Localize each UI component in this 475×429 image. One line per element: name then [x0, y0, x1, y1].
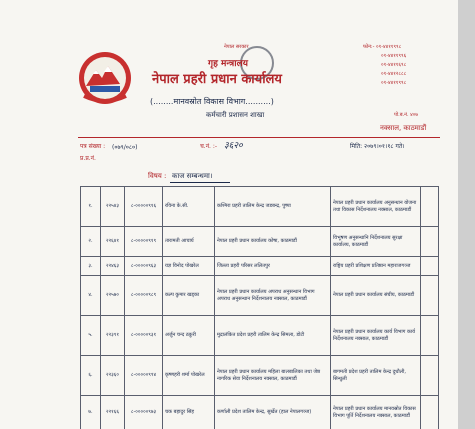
gov-small-text: नेपाल सरकार — [224, 44, 249, 50]
remarks-cell — [421, 316, 439, 356]
code-cell: ८-०००००९३१ — [125, 316, 163, 356]
from-office-cell: जिल्ला प्रहरी परिसर ललितपुर — [215, 257, 331, 276]
code-cell: ८-०००००९६३ — [125, 257, 163, 276]
name-cell: रविना के.सी. — [163, 187, 215, 227]
serial-cell: ५. — [81, 316, 101, 356]
serial-cell: ७. — [81, 396, 101, 429]
from-office-cell: नेपाल प्रहरी प्रधान कार्यालय महिला बालबालिका तथा जेष्ठ नागरिक सेवा निर्देशनालय नक्साल, काठमाडौं — [215, 356, 331, 396]
serial-cell: ४. — [81, 276, 101, 316]
id-cell: २२४६३ — [101, 257, 125, 276]
from-office-cell: नेपाल प्रहरी प्रधान कार्यालय कोषा, काठमाडौं — [215, 227, 331, 257]
serial-cell: १. — [81, 187, 101, 227]
table-row — [81, 396, 439, 429]
table-row — [81, 356, 439, 396]
code-cell: ८-०००००९१६ — [125, 187, 163, 227]
remarks-cell — [421, 187, 439, 227]
table-row — [81, 257, 439, 276]
serial-cell: ६. — [81, 356, 101, 396]
name-cell: तारामती आचार्य — [163, 227, 215, 257]
from-office-cell: कश्मिरा प्रहरी तालिम केन्द्र जडबन्द्र, पुष्पा — [215, 187, 331, 227]
to-office-cell: नेपाल प्रहरी प्रधान कार्यालय अनुसन्धान योजना तथा विकास निर्देशनालय नक्साल, काठमाडौं — [331, 187, 421, 227]
letter-no-label: पत्र संख्या : — [80, 143, 106, 150]
department-title: (........मानवस्रोत विकास विभाग..........) — [150, 97, 274, 106]
to-office-cell: विभूषण अनुसन्धानि निर्देशनालय सुरक्षा कार्यालय, काठमाडौं — [331, 227, 421, 257]
letter-date: मिति: २०७९।०१।१८ गते। — [350, 143, 405, 150]
to-office-cell: नेपाल प्रहरी प्रधान कार्यालय संघीय, काठमाडौं — [331, 276, 421, 316]
phone-3: ०१-४४११६९८ — [381, 62, 407, 68]
table-row — [81, 276, 439, 316]
header-divider — [78, 137, 440, 138]
phone-1: फोन:- ०१-४४११९९८ — [363, 44, 402, 50]
reg-label: च.नं. :- — [200, 143, 218, 150]
id-cell: २२६४१ — [101, 227, 125, 257]
remarks-cell — [421, 257, 439, 276]
code-cell: ८-०००००९१९ — [125, 227, 163, 257]
to-office-cell: नेपाल प्रहरी प्रधान कार्यालय मानवस्रोत विकास विभाग पूर्ति निर्देशनालय नक्साल, काठमाडौं — [331, 396, 421, 429]
table-row — [81, 316, 439, 356]
pra-label: प्र.प्र.नं. — [80, 155, 96, 162]
from-office-cell: कर्णाली प्रदेश तालिम केन्द्र, सुर्खेत (हाल नेपालगञ्ज) — [215, 396, 331, 429]
phone-2: ०१-४४११९९६ — [381, 53, 407, 59]
code-cell: ८-०००००९७३ — [125, 396, 163, 429]
serial-cell: ३. — [81, 257, 101, 276]
nepal-emblem-icon — [76, 50, 134, 106]
id-cell: २२५४३ — [101, 187, 125, 227]
reg-number: ३६२० — [224, 141, 243, 151]
name-cell: कृष्णहरी शर्मा पोखरेल — [163, 356, 215, 396]
from-office-cell: मुद्रालंकित प्रदेश प्रहरी तालिम केन्द्र सिमला, डोटी — [215, 316, 331, 356]
office-location: नक्साल, काठमाडौं — [380, 124, 427, 132]
code-cell: ८-०००००९८९ — [125, 276, 163, 316]
remarks-cell — [421, 356, 439, 396]
ministry-title: गृह मन्त्रालय — [208, 59, 248, 69]
name-cell: कल्प कुमार खड्का — [163, 276, 215, 316]
name-cell: यज्ञ विनोद पोखरेल — [163, 257, 215, 276]
id-cell: २२३६० — [101, 356, 125, 396]
from-office-cell: नेपाल प्रहरी प्रधान कार्यालय अपराध अनुसन्धान विभाग अपराध अनुसन्धान निर्देशनालय नक्साल, काठमाडौं — [215, 276, 331, 316]
remarks-cell — [421, 276, 439, 316]
section-title: कर्मचारी प्रशासन शाखा — [206, 111, 265, 119]
table-row — [81, 227, 439, 257]
remarks-cell — [421, 227, 439, 257]
id-cell: २२१६६ — [101, 396, 125, 429]
remarks-cell — [421, 396, 439, 429]
fiscal-year: (०७९/०८०) — [112, 144, 138, 151]
subject-underline — [170, 182, 230, 183]
staff-table — [80, 186, 439, 429]
page-edge — [458, 0, 475, 429]
serial-cell: २. — [81, 227, 101, 257]
name-cell: चक बहादुर सिंह — [163, 396, 215, 429]
to-office-cell: बागमती प्रदेश प्रहरी तालिम केन्द्र दुधौली, सिन्धुली — [331, 356, 421, 396]
phone-4: ०१-४४१२८८८ — [381, 71, 407, 77]
code-cell: ८-०००००९९४ — [125, 356, 163, 396]
id-cell: २२३९१ — [101, 316, 125, 356]
id-cell: २२५७० — [101, 276, 125, 316]
subject-text: काज सम्बन्धमा। — [172, 172, 213, 180]
to-office-cell: नेपाल प्रहरी प्रधान कार्यालय कार्य विभाग कार्य निर्देशनालय नक्साल, काठमाडौं — [331, 316, 421, 356]
table-row — [81, 187, 439, 227]
name-cell: अर्जुन चन्द ठकुरी — [163, 316, 215, 356]
to-office-cell: राष्ट्रिय प्रहरी प्रशिक्षण प्रतिष्ठान महाराजगञ्ज — [331, 257, 421, 276]
po-box: पो.ब.नं. ४०७ — [394, 112, 418, 118]
office-title: नेपाल प्रहरी प्रधान कार्यालय — [152, 72, 282, 87]
phone-5: ०१-४४११९९८ — [381, 80, 407, 86]
subject-label: विषय : — [148, 172, 167, 180]
